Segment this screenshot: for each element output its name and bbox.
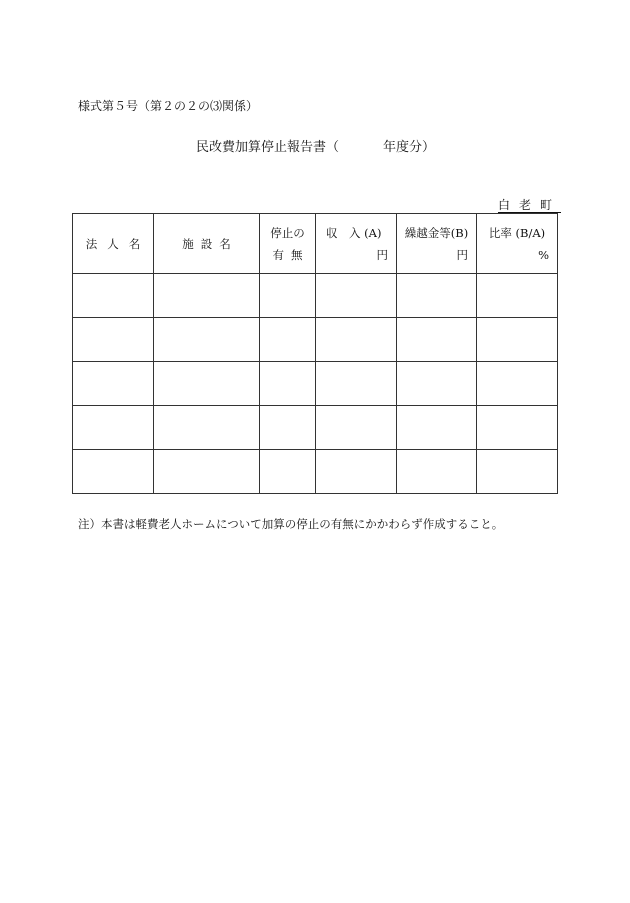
cell-stop[interactable] xyxy=(260,318,316,362)
header-carryover-unit: 円 xyxy=(456,247,468,262)
header-row xyxy=(73,214,558,274)
cell-stop[interactable] xyxy=(260,450,316,494)
header-ratio-unit: % xyxy=(538,247,549,262)
header-stop-line1: 停止の xyxy=(270,225,305,240)
cell-carryover[interactable] xyxy=(397,362,477,406)
title-main: 民改費加算停止報告書（ xyxy=(196,140,340,155)
cell-stop[interactable] xyxy=(260,406,316,450)
cell-ratio[interactable] xyxy=(477,362,558,406)
table-row xyxy=(73,274,558,318)
cell-carryover[interactable] xyxy=(397,318,477,362)
cell-corporation[interactable] xyxy=(73,318,154,362)
cell-corporation[interactable] xyxy=(73,406,154,450)
cell-income[interactable] xyxy=(316,318,397,362)
header-stop-line2: 有無 xyxy=(272,247,310,262)
header-facility: 施設名 xyxy=(154,214,260,274)
header-carryover xyxy=(397,214,477,274)
cell-income[interactable] xyxy=(316,362,397,406)
footnote: 注）本書は軽費老人ホームについて加算の停止の有無にかかわらず作成すること。 xyxy=(78,517,504,531)
cell-facility[interactable] xyxy=(154,274,260,318)
cell-corporation[interactable] xyxy=(73,450,154,494)
cell-ratio[interactable] xyxy=(477,274,558,318)
cell-stop[interactable] xyxy=(260,274,316,318)
title-suffix: 年度分） xyxy=(383,140,436,155)
table-row xyxy=(73,318,558,362)
cell-ratio[interactable] xyxy=(477,450,558,494)
cell-facility[interactable] xyxy=(154,362,260,406)
form-number: 様式第５号（第２の２の⑶関係） xyxy=(78,99,259,113)
cell-carryover[interactable] xyxy=(397,406,477,450)
header-ratio xyxy=(477,214,558,274)
cell-facility[interactable] xyxy=(154,318,260,362)
report-table xyxy=(72,213,558,494)
document-title xyxy=(196,136,435,155)
town-name: 白老町 xyxy=(497,198,561,212)
table-row xyxy=(73,450,558,494)
header-stop xyxy=(260,214,316,274)
cell-income[interactable] xyxy=(316,274,397,318)
header-income-line1: 収 入 (A) xyxy=(326,225,382,240)
header-corporation: 法人名 xyxy=(73,214,154,274)
cell-corporation[interactable] xyxy=(73,274,154,318)
cell-ratio[interactable] xyxy=(477,318,558,362)
header-income xyxy=(316,214,397,274)
table-row xyxy=(73,362,558,406)
header-ratio-line1: 比率 (B/A) xyxy=(488,225,546,240)
cell-carryover[interactable] xyxy=(397,274,477,318)
header-income-unit: 円 xyxy=(376,247,388,262)
cell-income[interactable] xyxy=(316,406,397,450)
table-row xyxy=(73,406,558,450)
cell-stop[interactable] xyxy=(260,362,316,406)
cell-facility[interactable] xyxy=(154,450,260,494)
cell-ratio[interactable] xyxy=(477,406,558,450)
cell-corporation[interactable] xyxy=(73,362,154,406)
cell-income[interactable] xyxy=(316,450,397,494)
header-carryover-line1: 繰越金等(B) xyxy=(404,225,469,240)
cell-facility[interactable] xyxy=(154,406,260,450)
cell-carryover[interactable] xyxy=(397,450,477,494)
